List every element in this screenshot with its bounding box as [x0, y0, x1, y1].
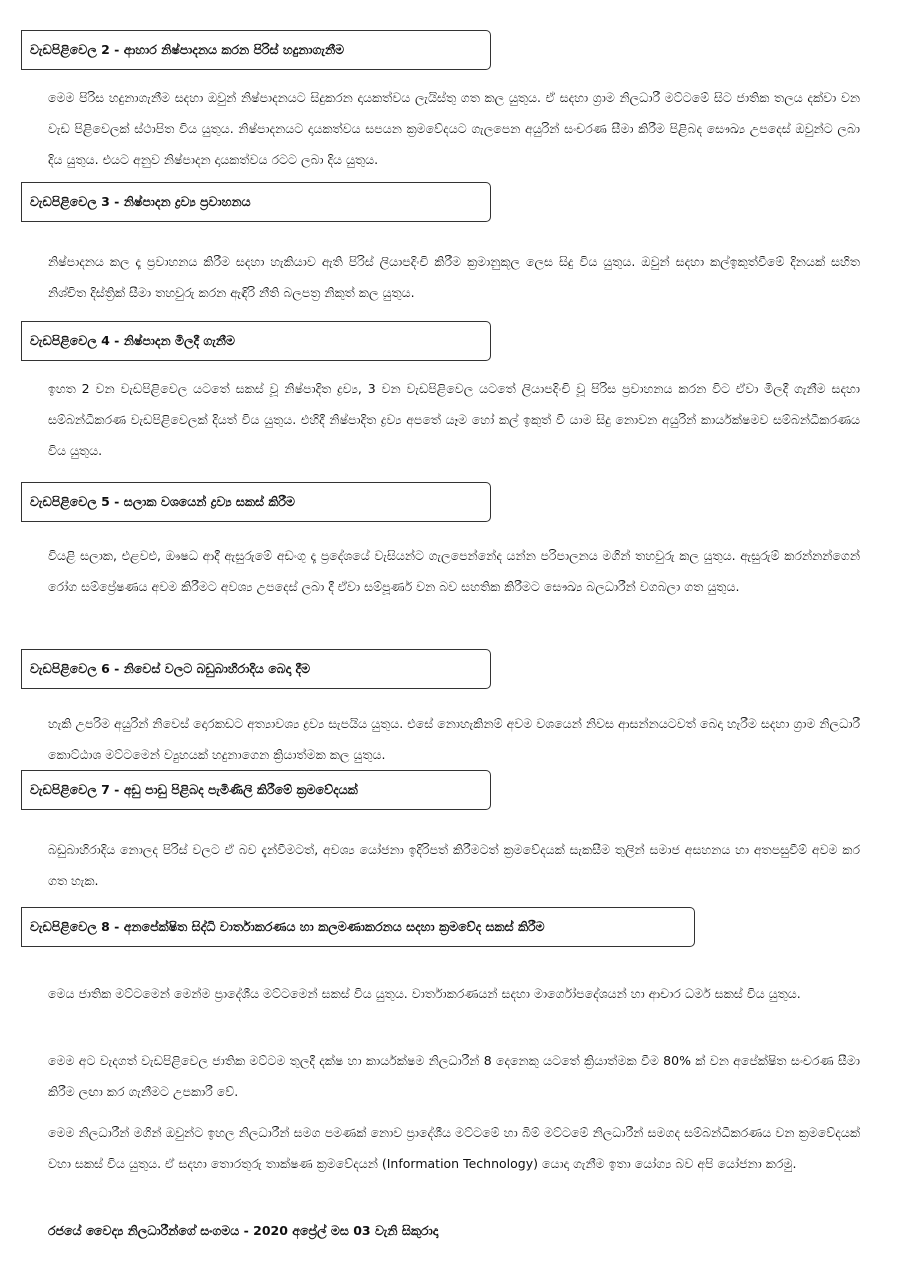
- section-paragraph: මෙම පිරිස හදුනාගැනීම සදහා ඔවුන් නිෂ්පාදනයට සිදුකරන දායකත්වය ලැයිස්තු ගත කල යුතුය. ඒ සදහා ග්‍රාම නිලධාරී මට්ටමේ සිට ජාතික තලය දක්වා වන වැඩ පිළිවෙලක් ස්ථාපිත විය යුතුය. නිෂ්පාදනයට දායකත්වය සපයන ක්‍රමවේදයට ගැලපෙන අයුරින් සංචරණ සීමා කිරීම පිළිබද සෞඛ්‍ය උපදෙස් ඔවුන්ට ලබා දිය යුතුය. එයට අනුව නිෂ්පාදන දායකත්වය රටට ලබා දිය යුතුය.: [48, 90, 860, 167]
- section-heading: වැඩපිළිවෙල 8 - අනපේක්ෂිත සිද්ධි වාර්තාකරණය හා කලමණාකරනය සදහා ක්‍රමවේද සකස් කිරීම: [30, 919, 545, 934]
- section-paragraph: මෙම නිලධාරීන් මගින් ඔවුන්ට ඉහල නිලධාරීන් සමග පමණක් නොව ප්‍රාදේශීය මට්ටමේ හා බිම් මට්ටමේ නිලධාරීන් සමගද සම්බන්ධීකරණය වන ක්‍රමවේදයක් වහා සකස් විය යුතුය. ඒ සදහා තොරතුරු තාක්ෂණ ක්‍රමවේදයන් (Information Technology) යොදා ගැනීම ඉතා යෝග්‍ය බව අපි යෝජනා කරමු.: [48, 1125, 860, 1171]
- section-paragraph: මෙය ජාතික මට්ටමෙන් මෙන්ම ප්‍රාදේශීය මට්ටමෙන් සකස් විය යුතුය. වාර්තාකරණයන් සදහා මාර්ගෝපදේශයන් හා ආචාර ධර්ම සකස් විය යුතුය.: [48, 986, 801, 1001]
- section-paragraph: හැකි උපරිම අයුරින් නිවෙස් දොරකඩට අත්‍යාවශ්‍ය ද්‍රව්‍ය සැපයිය යුතුය. එසේ නොහැකිනම් අවම වශයෙන් නිවස ආසන්නයටවත් බෙදා හැරීම සදහා ග්‍රාම නිලධාරී කොට්ඨාශ මට්ටමෙන් ව්‍යුහයක් හදුනාගෙන ක්‍රියාත්මක කල යුතුය.: [48, 716, 860, 762]
- section-heading: වැඩපිළිවෙල 4 - නිෂ්පාදන මිලදී ගැනීම: [30, 333, 235, 348]
- section-heading: වැඩපිළිවෙල 5 - සලාක වශයෙන් ද්‍රව්‍ය සකස් කිරීම: [30, 494, 296, 509]
- heading-box-5: [21, 482, 491, 522]
- heading-box-2: [21, 30, 491, 70]
- section-paragraph: මෙම අට වැදගත් වැඩපිළිවෙල ජාතික මට්ටම තුලදී දක්ෂ හා කාර්යක්ෂම නිලධාරීන් 8 දෙනෙකු යටතේ ක්‍රියාත්මක වීම 80% ක් වන අපේක්ෂිත සංචරණ සීමා කිරීම ලඟා කර ගැනීමට උපකාරී වේ.: [48, 1053, 860, 1099]
- section-paragraph: නිෂ්පාදනය කල දෑ ප්‍රවාහනය කිරීම සදහා හැකියාව ඇති පිරිස් ලියාපදිංචි කිරීම ක්‍රමානුකූල ලෙස සිදු විය යුතුය. ඔවුන් සදහා කල්ඉකුත්වීමේ දිනයක් සහිත නිශ්චිත දිස්ත්‍රික් සීමා තහවුරු කරන ඇඳිරි නීති බලපත්‍ර නිකුත් කල යුතුය.: [48, 254, 860, 300]
- section-heading: වැඩපිළිවෙල 3 - නිෂ්පාදන ද්‍රව්‍ය ප්‍රවාහනය: [30, 194, 251, 209]
- heading-box-4: [21, 321, 491, 361]
- footer-signature-line: රජයේ වෛද්‍ය නිලධාරීන්ගේ සංගමය - 2020 අප්‍රේල් මස 03 වැනි සිකුරාදා: [48, 1223, 439, 1238]
- section-paragraph: ඉහත 2 වන වැඩපිළිවෙල යටතේ සකස් වූ නිෂ්පාදිත ද්‍රව්‍ය, 3 වන වැඩපිළිවෙල යටතේ ලියාපදිංචි වූ පිරිස ප්‍රවාහනය කරන විට ඒවා මිලදී ගැනීම සදහා සම්බන්ධීකරණ වැඩපිළිවෙලක් දියත් විය යුතුය. එහිදී නිෂ්පාදිත ද්‍රව්‍ය අපතේ යෑම හෝ කල් ඉකුත් වී යාම සිදු නොවන අයුරින් කාර්යක්ෂමව සම්බන්ධීකරණය විය යුතුය.: [48, 381, 860, 458]
- section-paragraph: වියළි සලාක, එළවළු, ඖෂධ ආදී ඇසුරුමේ අඩංගු දෑ ප්‍රදේශයේ වැසියන්ට ගැලපෙන්නේද යන්න පරිපාලනය මගින් තහවුරු කල යුතුය. ඇසුරුම් කරන්නන්ගෙන් රෝග සම්ප්‍රේෂණය අවම කිරීමට අවශ්‍ය උපදෙස් ලබා දී ඒවා සම්පූර්ණ වන බව සහතික කිරීමට සෞඛ්‍ය බලධාරීන් වගබලා ගත යුතුය.: [48, 548, 860, 594]
- section-paragraph: බඩුබාහිරාදිය නොලද පිරිස් වලට ඒ බව දැන්වීමටත්, අවශ්‍ය යෝජනා ඉදිරිපත් කිරීමටත් ක්‍රමවේදයක් සැකසීම තුලින් සමාජ අසහනය හා අතපසුවීම් අවම කර ගත හැක.: [48, 842, 860, 888]
- section-heading: වැඩපිළිවෙල 6 - නිවෙස් වලට බඩුබාහිරාදිය බෙදා දීම: [30, 661, 311, 676]
- section-heading: වැඩපිළිවෙල 7 - අඩු පාඩු පිළිබද පැමිණිලි කිරීමේ ක්‍රමවේදයක්: [30, 782, 358, 797]
- heading-box-3: [21, 182, 491, 222]
- heading-box-6: [21, 649, 491, 689]
- heading-box-7: [21, 770, 491, 810]
- section-heading: වැඩපිළිවෙල 2 - ආහාර නිෂ්පාදනය කරන පිරිස් හදුනාගැනීම: [30, 42, 345, 57]
- heading-box-8: [21, 907, 695, 947]
